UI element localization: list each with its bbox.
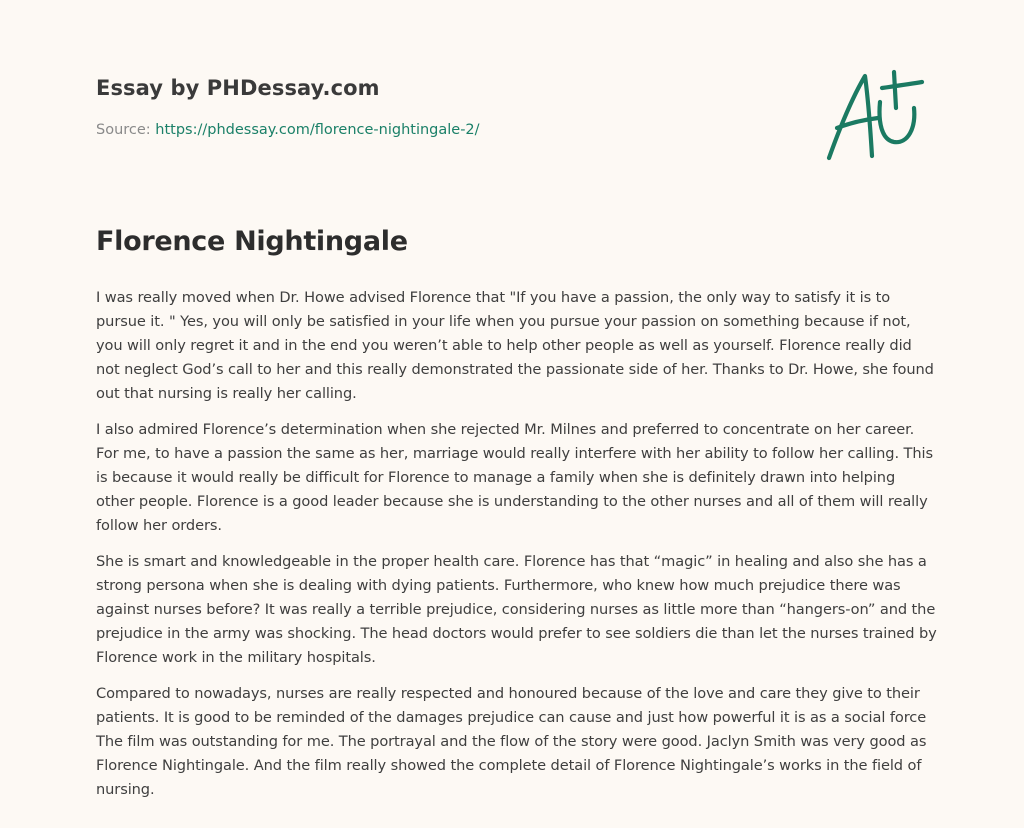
essay-paragraph: I also admired Florence’s determination when she rejected Mr. Milnes and preferred to concentrate on her career. For me, to have a passion the same as her, marriage would really interfere with her ability to follow her calling. This is because it would really be difficult for Florence to manage a family when she is definitely drawn into helping other people. Florence is a good leader because she is understanding to the other nurses and all of them will really follow her orders.	[96, 421, 933, 534]
essay-paragraph: I was really moved when Dr. Howe advised Florence that "If you have a passion, the only way to satisfy it is to pursue it. " Yes, you will only be satisfied in your life when you pursue your passion on something because if not, you will only regret it and in the end you weren’t able to help other people as well as yourself. Florence really did not neglect God’s call to her and this really demonstrated the passionate side of her. Thanks to Dr. Howe, she found out that nursing is really her calling.	[96, 289, 934, 402]
essay-paragraph: She is smart and knowledgeable in the proper health care. Florence has that “magic” in healing and also she has a strong persona when she is dealing with dying patients. Furthermore, who knew how much prejudice there was against nurses before? It was really a terrible prejudice, considering nurses as little more than “hangers-on” and the prejudice in the army was shocking. The head doctors would prefer to see soldiers die than let the nurses trained by Florence work in the military hospitals.	[96, 553, 937, 666]
source-label: Source:	[96, 122, 151, 138]
site-title: Essay by PHDessay.com	[96, 76, 380, 100]
essay-header	[96, 76, 796, 138]
source-line	[96, 122, 796, 138]
essay-body	[96, 286, 938, 814]
essay-title: Florence Nightingale	[96, 226, 408, 257]
essay-paragraph: Compared to nowadays, nurses are really respected and honoured because of the love and care they give to their patients. It is good to be reminded of the damages prejudice can cause and just how powerful it is as a social force The film was outstanding for me. The portrayal and the flow of the story were good. Jaclyn Smith was very good as Florence Nightingale. And the film really showed the complete detail of Florence Nightingale’s works in the field of nursing.	[96, 685, 927, 798]
source-link[interactable]: https://phdessay.com/florence-nightingale-2/	[155, 122, 480, 138]
a-plus-grade-icon	[822, 68, 928, 164]
